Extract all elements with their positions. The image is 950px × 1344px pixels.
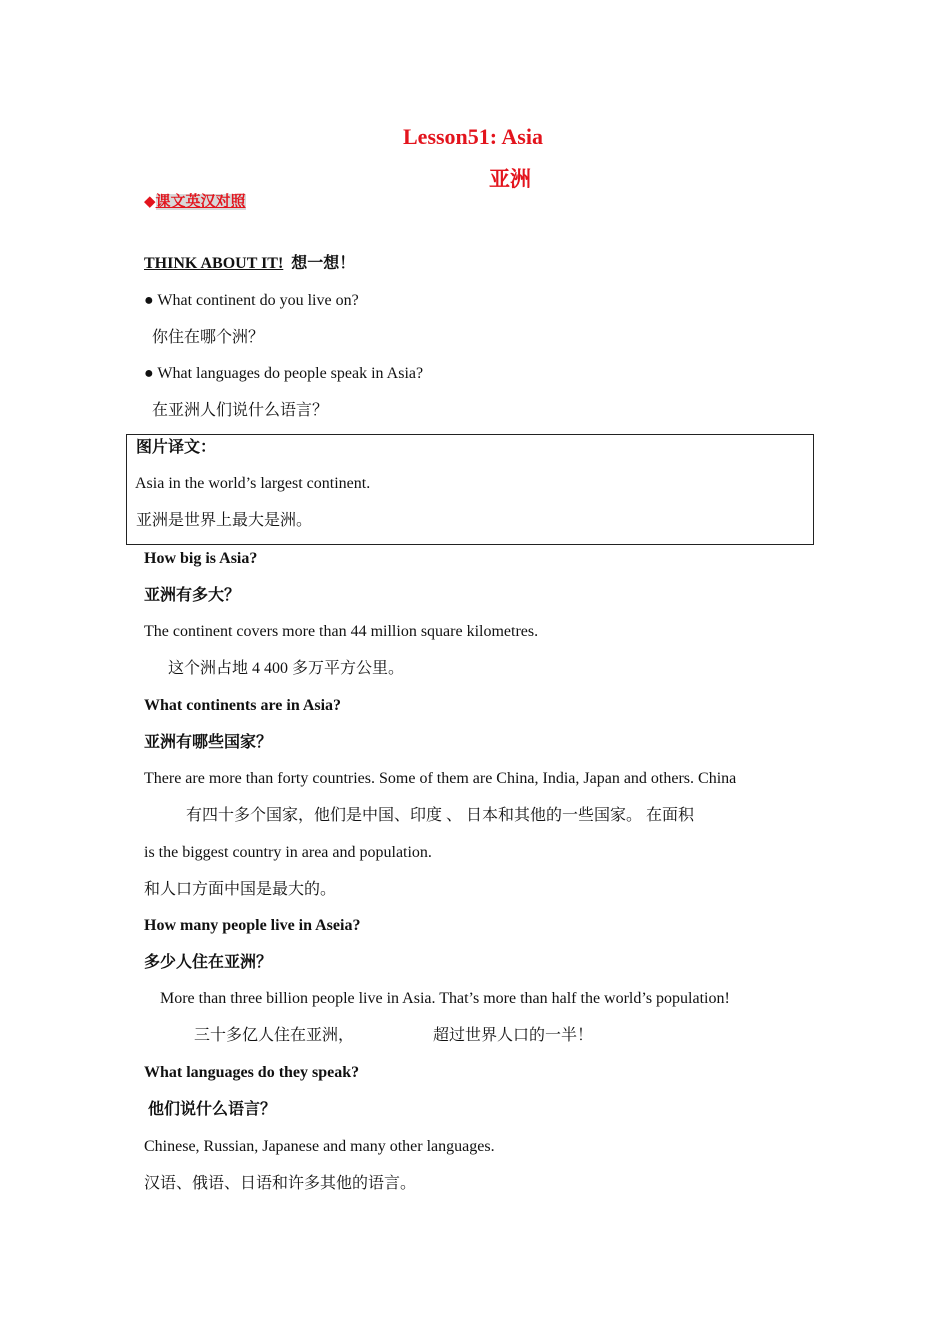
- think-question-2: [144, 364, 423, 384]
- picture-box-en: Asia in the world’s largest continent.: [135, 475, 371, 492]
- big-answer-en: The continent covers more than 44 million square kilometres.: [144, 623, 539, 640]
- people-question-en: How many people live in Aseia?: [144, 917, 361, 934]
- section-tag: [144, 193, 246, 212]
- think-q1-en: What continent do you live on?: [157, 292, 359, 309]
- countries-answer-zh-2: 和人口方面中国是最大的。: [144, 881, 337, 898]
- think-heading-zh: 想一想！: [291, 255, 356, 272]
- countries-answer-zh-1: 有四十多个国家，他们是中国、印度 、 日本和其他的一些国家。 在面积: [186, 807, 695, 824]
- lesson-subtitle: 亚洲: [489, 167, 531, 191]
- think-q2-en: What languages do people speak in Asia?: [157, 365, 424, 382]
- languages-question-zh: 他们说什么语言？: [148, 1101, 277, 1118]
- people-question-zh: 多少人住在亚洲？: [144, 954, 273, 971]
- think-heading: [144, 254, 355, 274]
- section-tag-label: 课文英汉对照: [155, 194, 246, 210]
- people-answer-en: More than three billion people live in Asia. That’s more than half the world’s population!: [160, 990, 730, 1007]
- bullet-icon: ●: [144, 365, 154, 382]
- people-answer-zh-2: 超过世界人口的一半！: [433, 1027, 594, 1044]
- think-heading-en: THINK ABOUT IT!: [144, 255, 284, 272]
- lesson-title: Lesson51: Asia: [403, 124, 543, 149]
- think-q2-zh: 在亚洲人们说什么语言？: [152, 402, 329, 419]
- countries-answer-en-2: is the biggest country in area and population.: [144, 844, 432, 861]
- countries-question-zh: 亚洲有哪些国家？: [144, 734, 273, 751]
- think-question-1: [144, 291, 359, 311]
- languages-answer-en: Chinese, Russian, Japanese and many other languages.: [144, 1138, 495, 1155]
- picture-box-heading: 图片译文：: [136, 439, 217, 456]
- big-question-en: How big is Asia?: [144, 550, 258, 567]
- diamond-icon: ◆: [144, 194, 156, 210]
- big-question-zh: 亚洲有多大？: [144, 587, 241, 604]
- languages-answer-zh: 汉语、俄语、日语和许多其他的语言。: [144, 1175, 417, 1192]
- think-q1-zh: 你住在哪个洲？: [152, 329, 265, 346]
- countries-answer-en-1: There are more than forty countries. Some of them are China, India, Japan and others. China: [144, 770, 737, 787]
- languages-question-en: What languages do they speak?: [144, 1064, 360, 1081]
- bullet-icon: ●: [144, 292, 154, 309]
- big-answer-zh: 这个洲占地 4 400 多万平方公里。: [168, 660, 405, 677]
- people-answer-zh-1: 三十多亿人住在亚洲，: [194, 1027, 355, 1044]
- countries-question-en: What continents are in Asia?: [144, 697, 342, 714]
- picture-box-zh: 亚洲是世界上最大是洲。: [136, 512, 313, 529]
